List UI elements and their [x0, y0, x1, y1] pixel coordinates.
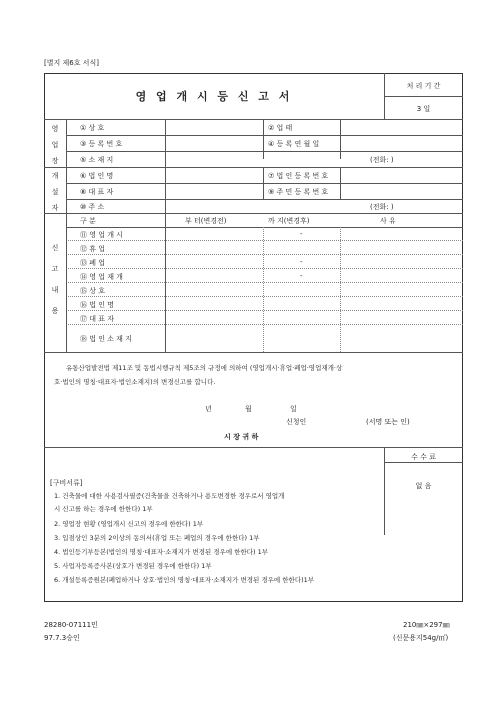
docs-title: [구비서류]: [50, 479, 83, 487]
doc-item: 3. 입점상인 3분의 2이상의 동의서(휴업 또는 폐업의 경우에 한한다) 1부: [54, 534, 260, 542]
report-row-to: -: [300, 230, 303, 238]
footer-approved: 97.7.3승인: [44, 634, 80, 642]
fee-value: 없 음: [415, 482, 432, 490]
report-row-to: -: [300, 272, 303, 280]
processing-period-value: 3 일: [416, 105, 431, 113]
doc-item: 5. 사업자등록증사본(상호가 변경된 경우에 한한다) 1부: [54, 562, 212, 570]
section-report: 신 고 내 용: [51, 244, 59, 315]
header-reason: 사 유: [380, 217, 396, 225]
footer-size: 210㎜×297㎜: [403, 621, 450, 629]
doc-item: 1. 건축물에 대한 사용검사필증(건축물을 건축하거나 용도변경한 경우로서 영업개: [54, 492, 285, 500]
field-location: ⑤ 소 재 지: [80, 156, 114, 164]
header-category: 구 분: [80, 217, 96, 225]
signature-label: (서명 또는 인): [366, 418, 410, 426]
report-row-label: ⑰ 대 표 자: [80, 315, 114, 323]
report-row-label: ⑬ 폐 업: [80, 259, 105, 267]
addressee: 시 장 귀 하: [224, 433, 259, 441]
form-title: 영 업 개 시 등 신 고 서: [135, 90, 293, 103]
field-resident-no: ⑨ 주 민 등 록 번 호: [268, 188, 329, 196]
report-row-label: ⑮ 상 호: [80, 287, 105, 295]
form-reference: [별지 제6호 서식]: [44, 59, 99, 67]
processing-period-label: 처 리 기 간: [406, 82, 441, 90]
doc-item: 4. 법인등기부등본(법인의 명칭·대표자·소재지가 변경된 경우에 한한다) 1부: [54, 548, 269, 556]
doc-item: 시 신고를 하는 경우에 한한다) 1부: [54, 505, 153, 513]
section-business: 영 업 장: [51, 125, 59, 165]
section-founder: 개 설 자: [51, 172, 59, 212]
doc-item: 2. 영업장 현황 (영업개시 신고의 경우에 한한다) 1부: [54, 520, 204, 528]
fee-label: 수 수 료: [411, 453, 436, 461]
field-trade-name: ① 상 호: [80, 124, 105, 132]
date-year: 년: [205, 405, 212, 413]
footer-code: 28280-07111민: [44, 621, 98, 629]
report-row-to: -: [300, 258, 303, 266]
statement-line-1: 유통산업발전법 제11조 및 동법시행규칙 제5조의 규정에 의하여 (영업개시·휴업·폐업·영업재개·상: [66, 364, 343, 372]
field-reg-no: ③ 등 록 번 호: [80, 140, 123, 148]
field-industry: ② 업 태: [268, 124, 293, 132]
field-corp-reg-no: ⑦ 법 인 등 록 번 호: [268, 172, 329, 180]
field-corp-name: ⑥ 법 인 명: [80, 172, 114, 180]
date-day: 일: [290, 405, 297, 413]
date-month: 월: [245, 405, 252, 413]
header-to: 까 지(변경후): [268, 217, 310, 225]
report-row-label: ⑫ 휴 업: [80, 245, 105, 253]
footer-paper: (신문용지54g/㎡): [393, 634, 449, 642]
header-from: 부 터(변경전): [185, 217, 227, 225]
statement-line-2: 호·법인의 명칭·대표자·법인소재지)의 변경신고를 합니다.: [54, 378, 216, 386]
report-row-label: ⑱ 법 인 소 재 지: [80, 335, 132, 343]
field-address: ⑩ 주 소: [80, 203, 105, 211]
doc-item: 6. 개설등록증원본(폐업하거나 상호·법인의 명칭·대표자·소재지가 변경된 경우에 한한다)1부: [54, 576, 315, 584]
report-row-label: ⑭ 영 업 재 개: [80, 273, 123, 281]
applicant-label: 신청인: [286, 418, 307, 426]
report-row-label: ⑯ 법 인 명: [80, 301, 114, 309]
field-founder-phone: (전화: ): [370, 203, 394, 211]
field-business-phone: (전화: ): [370, 156, 394, 164]
field-reg-date: ④ 등 록 연 월 일: [268, 140, 320, 148]
field-representative: ⑧ 대 표 자: [80, 188, 114, 196]
report-row-label: ⑪ 영 업 개 시: [80, 231, 123, 239]
